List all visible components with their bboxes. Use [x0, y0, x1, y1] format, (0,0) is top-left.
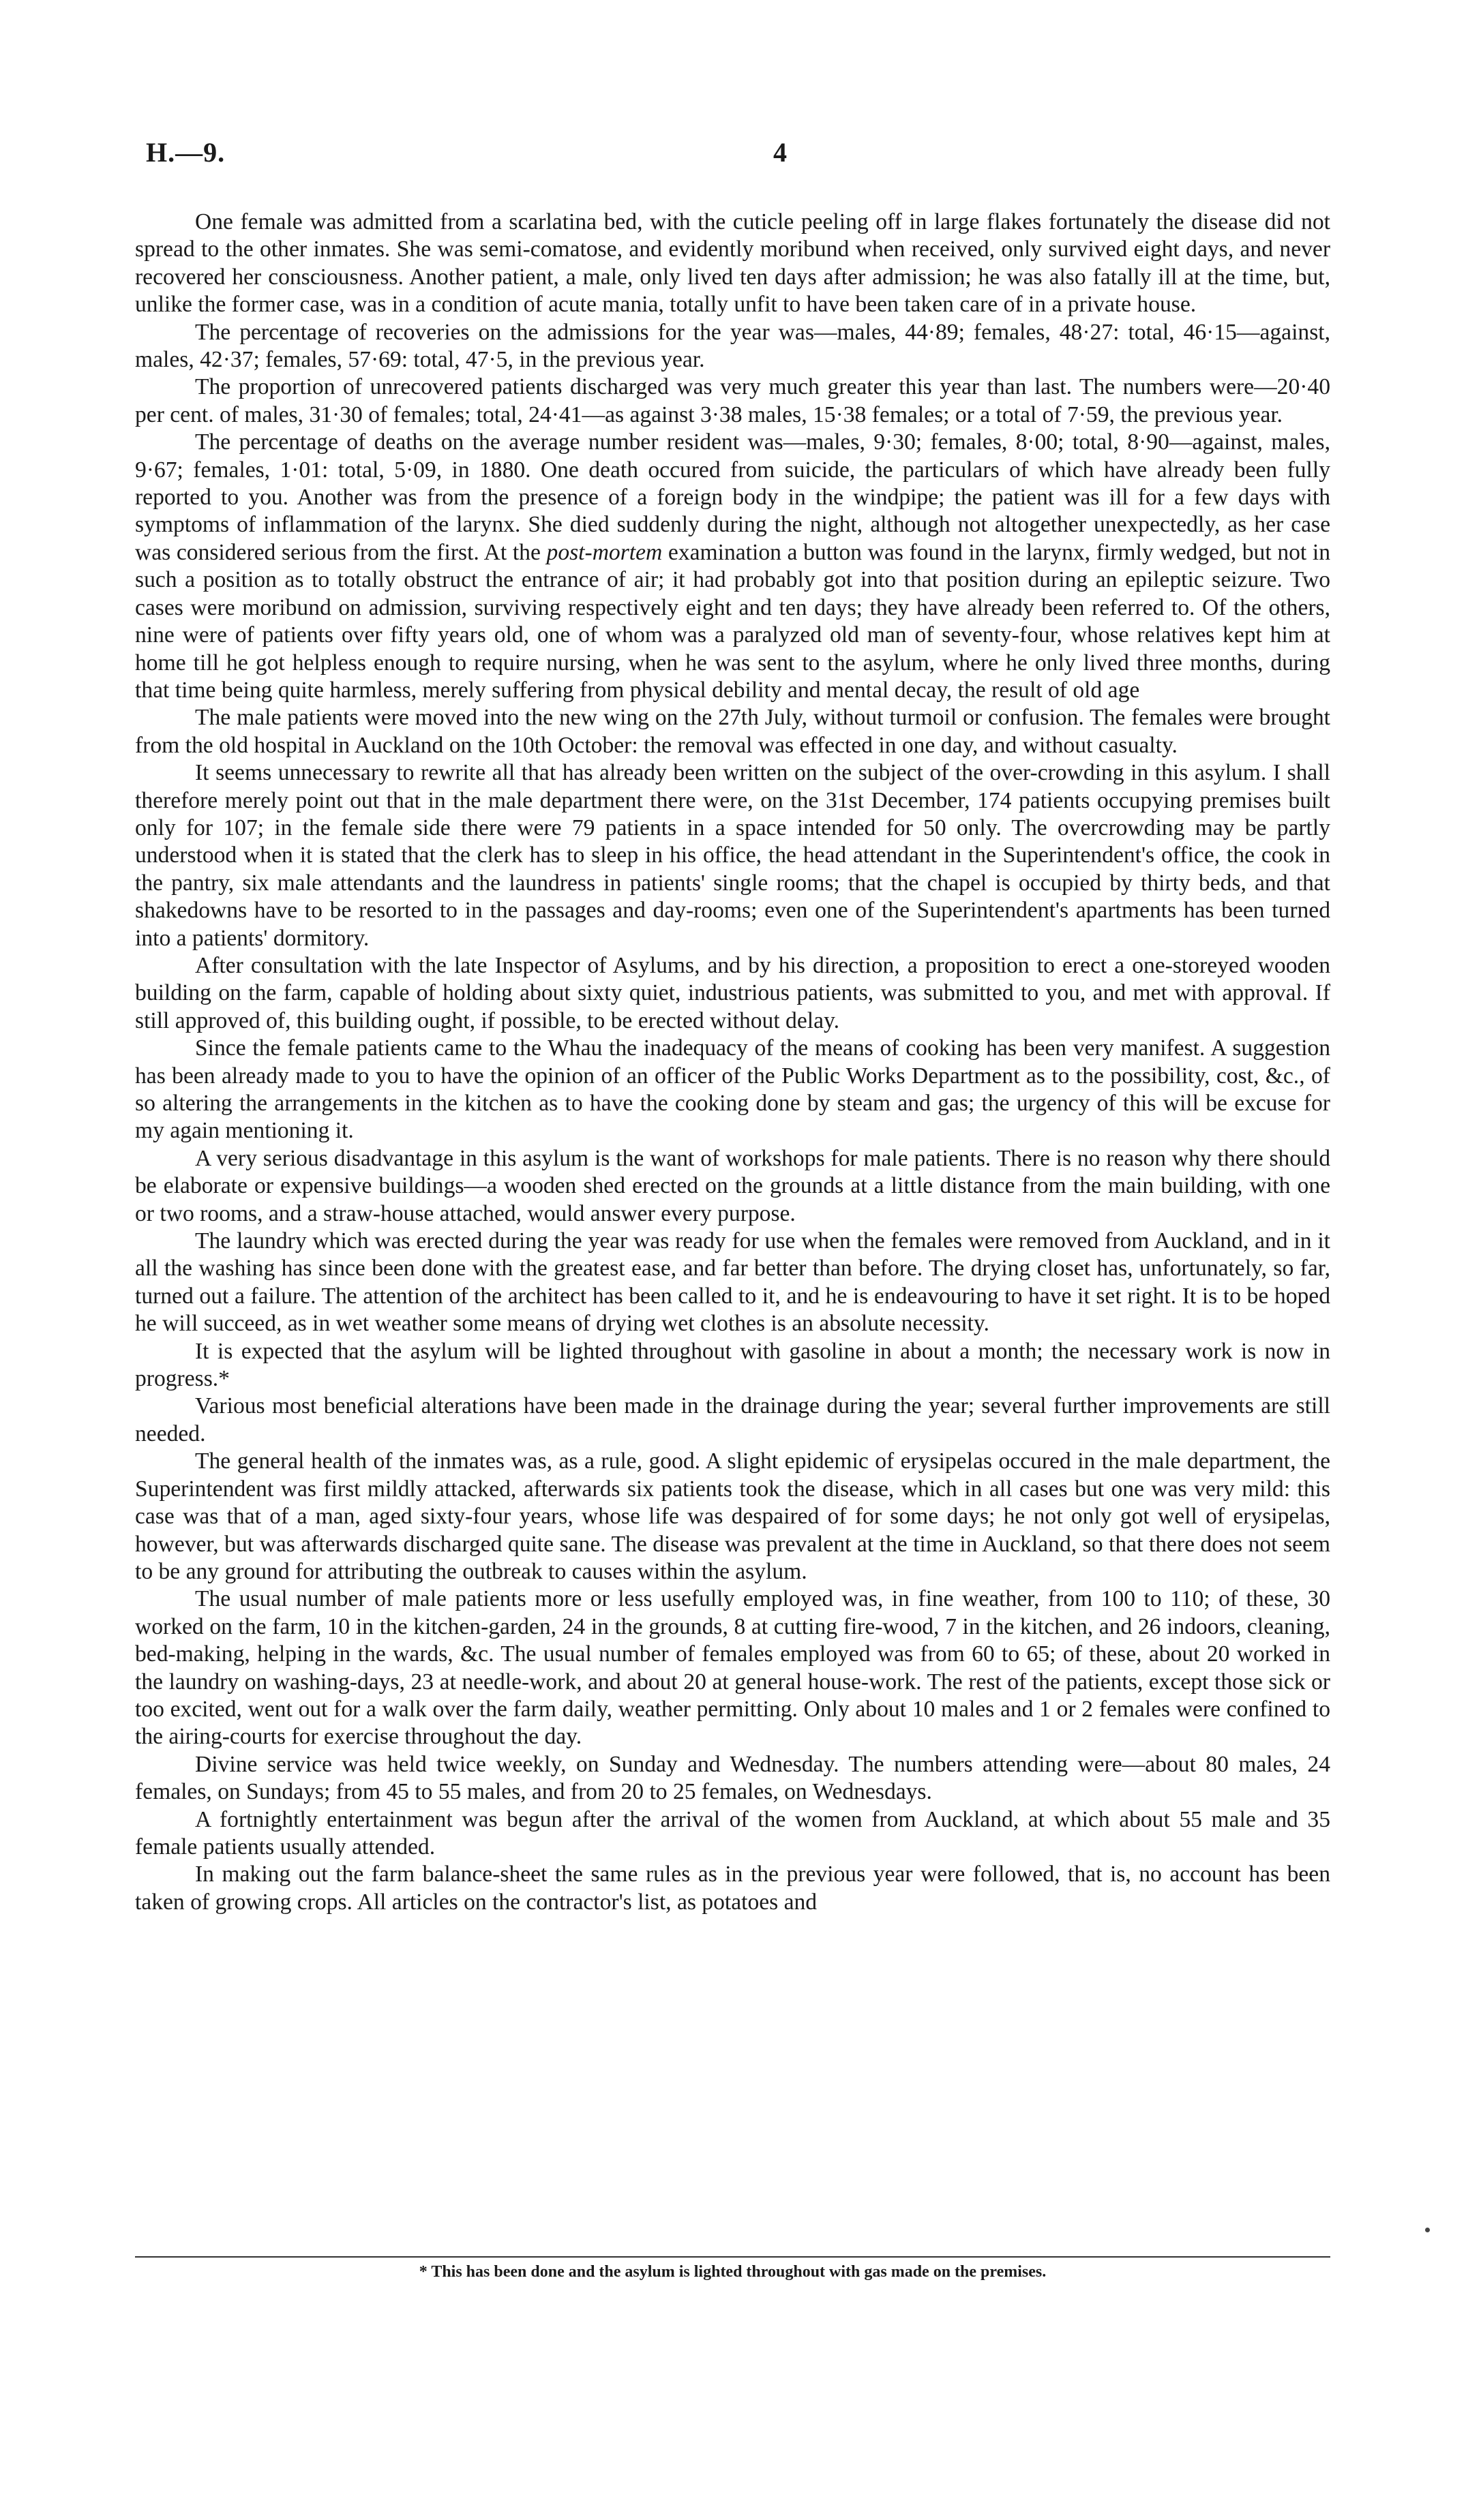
paragraph-text: The percentage of deaths on the average number resident was—males, 9·30; females, 8·00; total, 8·90—against, males, 9·67; females, 1·01: total, 5·09, in 1880. One death occured from suicide, the particulars of which have already been fully reported to you. Another was from the presence of a foreign body in the windpipe; the patient was ill for a few days with symptoms of inflammation of the larynx. She died suddenly during the night, although not altogether unexpectedly, as her case was considered serious from the first. At the [135, 429, 1330, 565]
footnote: * This has been done and the asylum is lighted throughout with gas made on the premises. [419, 2263, 1047, 2281]
paragraph-text: After consultation with the late Inspector of Asylums, and by his direction, a proposition to erect a one-storeyed wooden building on the farm, capable of holding about sixty quiet, industrious patients, was submitted to you, and met with approval. If still approved of, this building ought, if possible, to be erected without delay. [135, 952, 1330, 1033]
paragraph-text: A fortnightly entertainment was begun after the arrival of the women from Auckland, at which about 55 male and 35 female patients usually attended. [135, 1806, 1330, 1859]
paragraph [135, 1338, 1330, 1393]
document-code: H.—9. [146, 137, 226, 168]
footnote-divider [135, 2256, 1330, 2258]
paragraph-text: It seems unnecessary to rewrite all that has already been written on the subject of the over-crowding in this asylum. I shall therefore merely point out that in the male department there were, on the 31st December, 174 patients occupying premises built only for 107; in the female side there were 79 patients in a space intended for 50 only. The overcrowding may be partly understood when it is stated that the clerk has to sleep in his office, the head attendant in the Superintendent's office, the cook in the pantry, six male attendants and the laundress in patients' single rooms; that the chapel is occupied by thirty beds, and that shakedowns have to be resorted to in the passages and day-rooms; even one of the Superintendent's apartments has been turned into a patients' dormitory. [135, 760, 1330, 951]
page-number: 4 [773, 137, 787, 168]
paragraph-text: The percentage of recoveries on the admissions for the year was—males, 44·89; females, 48·27: total, 46·15—against, males, 42·37; females, 57·69: total, 47·5, in the previous year. [135, 319, 1330, 373]
paragraph [135, 952, 1330, 1035]
paragraph-text: A very serious disadvantage in this asylum is the want of workshops for male patients. There is no reason why there should be elaborate or expensive buildings—a wooden shed erected on the grounds at a little distance from the main building, with one or two rooms, and a straw-house attached, would answer every purpose. [135, 1145, 1330, 1226]
paragraph [135, 1806, 1330, 1862]
paragraph-text: Various most beneficial alterations have been made in the drainage during the year; several further improvements are still needed. [135, 1393, 1330, 1446]
paragraph [135, 429, 1330, 704]
paragraph-text: examination a button was found in the larynx, firmly wedged, but not in such a position as to totally obstruct the entrance of air; it had probably got into that position during an epileptic seizure. Two cases were moribund on admission, surviving respectively eight and ten days; they have already been referred to. Of the others, nine were of patients over fifty years old, one of whom was a paralyzed old man of seventy-four, whose relatives kept him at home till he got helpless enough to require nursing, when he was sent to the asylum, where he only lived three months, during that time being quite harmless, merely suffering from physical debility and mental decay, the result of old age [135, 539, 1330, 703]
paragraph-text: Divine service was held twice weekly, on Sunday and Wednesday. The numbers attending were—about 80 males, 24 females, on Sundays; from 45 to 55 males, and from 20 to 25 females, on Wednesdays. [135, 1751, 1330, 1805]
paragraph-text: The male patients were moved into the new wing on the 27th July, without turmoil or confusion. The females were brought from the old hospital in Auckland on the 10th October: the removal was effected in one day, and without casualty. [135, 705, 1330, 758]
paragraph-text: The laundry which was erected during the year was ready for use when the females were removed from Auckland, and in it all the washing has since been done with the greatest ease, and far better than before. The drying closet has, unfortunately, so far, turned out a failure. The attention of the architect has been called to it, and he is endeavouring to have it set right. It is to be hoped he will succeed, as in wet weather some means of drying wet clothes is an absolute necessity. [135, 1228, 1330, 1337]
paragraph-text: It is expected that the asylum will be lighted throughout with gasoline in about a month; the necessary work is now in progress.* [135, 1338, 1330, 1392]
paragraph [135, 1393, 1330, 1448]
paragraph [135, 1145, 1330, 1228]
emphasis-text: post-mortem [546, 539, 663, 565]
paragraph [135, 1448, 1330, 1585]
paragraph [135, 374, 1330, 429]
paragraph [135, 1228, 1330, 1338]
paragraph [135, 1861, 1330, 1916]
paragraph [135, 319, 1330, 374]
paragraph [135, 704, 1330, 759]
page-header [146, 136, 1319, 177]
paragraph-text: Since the female patients came to the Whau the inadequacy of the means of cooking has been very manifest. A suggestion has been already made to you to have the opinion of an officer of the Public Works Department as to the possibility, cost, &c., of so altering the arrangements in the kitchen as to have the cooking done by steam and gas; the urgency of this will be excuse for my again mentioning it. [135, 1035, 1330, 1144]
paragraph [135, 1751, 1330, 1806]
paragraph [135, 759, 1330, 952]
paragraph-text: In making out the farm balance-sheet the same rules as in the previous year were followed, that is, no account has been taken of growing crops. All articles on the contractor's list, as potatoes and [135, 1862, 1330, 1915]
paragraph [135, 1585, 1330, 1750]
paragraph-text: The general health of the inmates was, as a rule, good. A slight epidemic of erysipelas occured in the male department, the Superintendent was first mildly attacked, afterwards six patients took the disease, which in all cases but one was very mild: this case was that of a man, aged sixty-four years, whose life was despaired of for some days; he not only got well of erysipelas, however, but was afterwards discharged quite sane. The disease was prevalent at the time in Auckland, so that there does not seem to be any ground for attributing the outbreak to causes within the asylum. [135, 1448, 1330, 1584]
paragraph-text: One female was admitted from a scarlatina bed, with the cuticle peeling off in large flakes fortunately the disease did not spread to the other inmates. She was semi-comatose, and evidently moribund when received, only survived eight days, and never recovered her consciousness. Another patient, a male, only lived ten days after admission; he was also fatally ill at the time, but, unlike the former case, was in a condition of acute mania, totally unfit to have been taken care of in a private house. [135, 209, 1330, 318]
paragraph [135, 1035, 1330, 1145]
body-text [135, 209, 1330, 1916]
paragraph [135, 209, 1330, 319]
paragraph-text: The usual number of male patients more or less usefully employed was, in fine weather, from 100 to 110; of these, 30 worked on the farm, 10 in the kitchen-garden, 24 in the grounds, 8 at cutting fire-wood, 7 in the kitchen, and 26 indoors, cleaning, bed-making, helping in the wards, &c. The usual number of females employed was from 60 to 65; of these, about 20 worked in the laundry on washing-days, 23 at needle-work, and about 20 at general house-work. The rest of the patients, except those sick or too excited, went out for a walk over the farm daily, weather permitting. Only about 10 males and 1 or 2 females were confined to the airing-courts for exercise throughout the day. [135, 1586, 1330, 1750]
paragraph-text: The proportion of unrecovered patients discharged was very much greater this year than last. The numbers were—20·40 per cent. of males, 31·30 of females; total, 24·41—as against 3·38 males, 15·38 females; or a total of 7·59, the previous year. [135, 374, 1330, 427]
ink-speck [1425, 2228, 1430, 2232]
